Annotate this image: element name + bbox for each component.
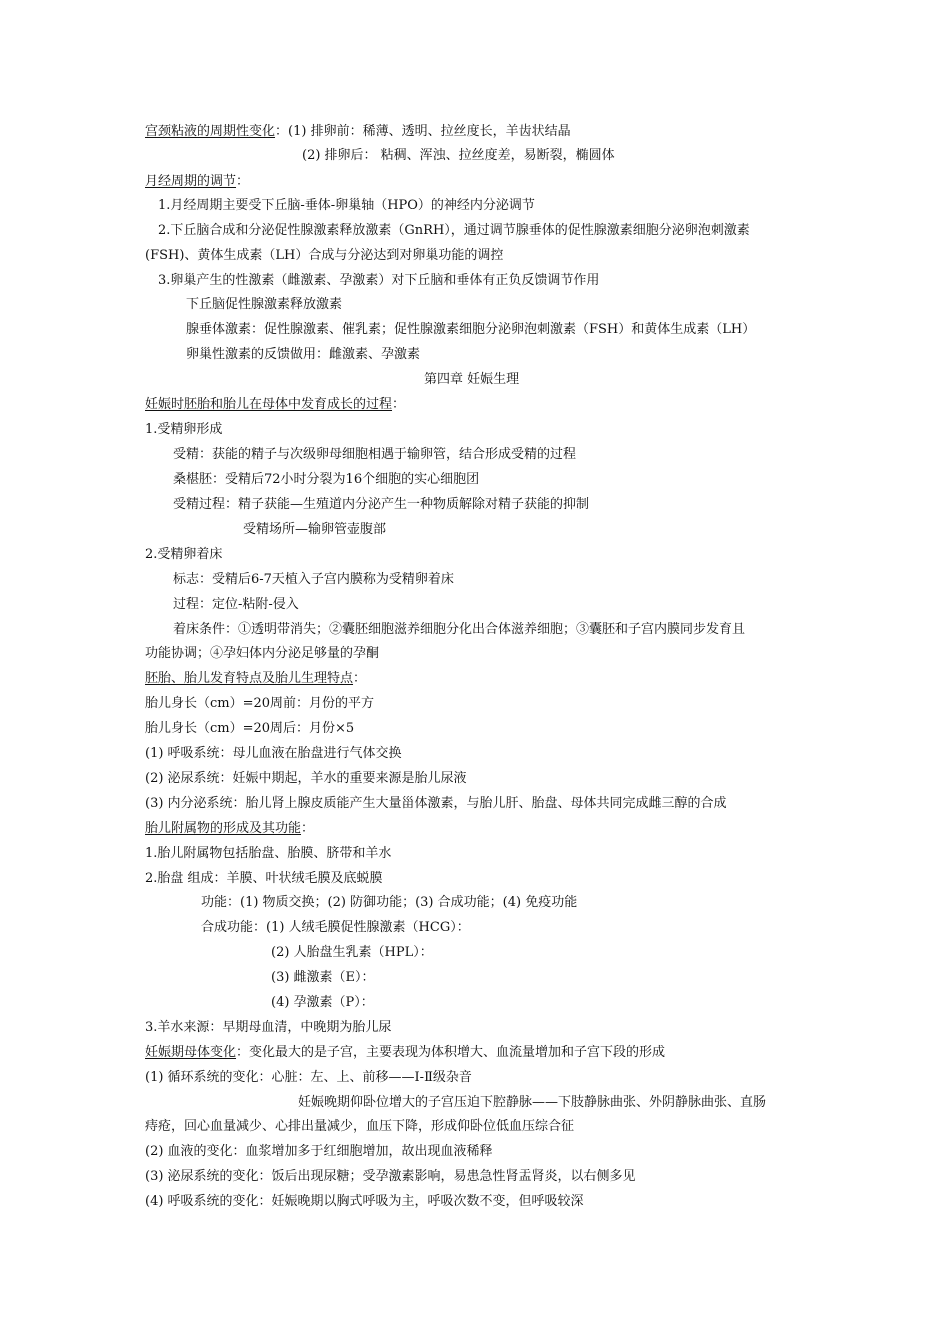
text-line: [271, 970, 375, 986]
text-line: [158, 273, 599, 289]
text-line: [145, 1020, 391, 1036]
section-heading: 妊娠时胚胎和胎儿在母体中发育成长的过程: [145, 397, 393, 412]
text-run: (4) 孕激素（P）：: [271, 995, 374, 1010]
text-run: 3.羊水来源：早期母血清，中晚期为胎儿尿: [145, 1020, 392, 1035]
text-line: [173, 447, 576, 463]
section-heading: 胚胎、胎儿发育特点及胎儿生理特点: [145, 671, 354, 686]
text-line: [145, 796, 727, 812]
text-line: [201, 920, 470, 936]
text-run: 受精过程：精子获能—生殖道内分泌产生一种物质解除对精子获能的抑制: [173, 497, 590, 512]
text-line: [186, 347, 420, 363]
text-line: [173, 597, 299, 613]
section-heading: 宫颈粘液的周期性变化: [145, 124, 276, 139]
text-run: 1.月经周期主要受下丘脑-垂体-卵巢轴（HPO）的神经内分泌调节: [158, 198, 535, 213]
text-line: [145, 1119, 574, 1135]
text-run: 2.受精卵着床: [145, 547, 223, 562]
text-run: (1) 呼吸系统：母儿血液在胎盘进行气体交换: [145, 746, 402, 761]
text-line: [145, 696, 374, 712]
text-line: [271, 945, 433, 961]
text-run: 受精：获能的精子与次级卵母细胞相遇于输卵管，结合形成受精的过程: [173, 447, 577, 462]
text-run: 胎儿身长（cm）=20周前：月份的平方: [145, 696, 375, 711]
section-heading: 胎儿附属物的形成及其功能: [145, 821, 302, 836]
text-run: 受精场所—输卵管壶腹部: [243, 522, 387, 537]
text-run: (2) 血液的变化：血浆增加多于红细胞增加，故出现血液稀释: [145, 1144, 493, 1159]
text-run: (1) 循环系统的变化：心脏：左、上、前移——Ⅰ-Ⅱ级杂音: [145, 1070, 472, 1085]
text-line: [145, 422, 222, 438]
text-run: 桑椹胚：受精后72小时分裂为16个细胞的实心细胞团: [173, 472, 480, 487]
text-line: [186, 322, 755, 338]
text-run: (2) 人胎盘生乳素（HPL）：: [271, 945, 433, 960]
text-run: 功能协调；④孕妇体内分泌足够量的孕酮: [145, 646, 380, 661]
text-run: 腺垂体激素：促性腺激素、催乳素；促性腺激素细胞分泌卵泡刺激素（FSH）和黄体生成素（LH）: [186, 322, 756, 337]
text-run: 下丘脑促性腺激素释放激素: [186, 297, 343, 312]
text-line: [173, 622, 745, 638]
text-line: [145, 1070, 472, 1086]
text-run: 过程：定位-粘附-侵入: [173, 597, 299, 612]
text-line: [145, 646, 379, 662]
text-line: [243, 522, 386, 538]
text-line: [145, 397, 405, 413]
text-run: (2) 排卵后： 粘稠、浑浊、拉丝度差，易断裂，椭圆体: [302, 148, 615, 163]
text-line: [145, 771, 467, 787]
text-line: [298, 1095, 766, 1111]
text-run: ：变化最大的是子宫，主要表现为体积增大、血流量增加和子宫下段的形成: [236, 1045, 666, 1060]
text-run: 第四章 妊娠生理: [424, 372, 520, 387]
text-line: [145, 174, 249, 190]
text-line: [424, 372, 519, 388]
text-line: [145, 721, 354, 737]
text-run: 2.胎盘 组成：羊膜、叶状绒毛膜及底蜕膜: [145, 871, 383, 886]
text-run: (FSH)、黄体生成素（LH）合成与分泌达到对卵巢功能的调控: [145, 248, 504, 263]
text-run: 3.卵巢产生的性激素（雌激素、孕激素）对下丘脑和垂体有正负反馈调节作用: [158, 273, 600, 288]
text-run: ：: [236, 174, 250, 189]
text-line: [145, 846, 391, 862]
text-run: 妊娠晚期仰卧位增大的子宫压迫下腔静脉——下肢静脉曲张、外阴静脉曲张、直肠: [298, 1095, 767, 1110]
text-line: [145, 671, 366, 687]
text-line: [173, 497, 589, 513]
text-run: (3) 泌尿系统的变化：饭后出现尿糖；受孕激素影响，易患急性肾盂肾炎，以右侧多见: [145, 1169, 636, 1184]
text-line: [158, 198, 535, 214]
text-run: 痔疮，回心血量减少、心排出量减少，血压下降，形成仰卧位低血压综合征: [145, 1119, 575, 1134]
text-run: ：(1) 排卵前：稀薄、透明、拉丝度长，羊齿状结晶: [275, 124, 571, 139]
text-run: 1.胎儿附属物包括胎盘、胎膜、脐带和羊水: [145, 846, 392, 861]
text-run: 1.受精卵形成: [145, 422, 223, 437]
text-line: [302, 148, 615, 164]
text-run: 卵巢性激素的反馈做用：雌激素、孕激素: [186, 347, 421, 362]
text-line: [145, 1194, 584, 1210]
text-line: [145, 746, 402, 762]
text-run: 合成功能：(1) 人绒毛膜促性腺激素（HCG）：: [201, 920, 470, 935]
text-line: [173, 472, 479, 488]
text-line: [145, 547, 222, 563]
text-line: [186, 297, 342, 313]
text-run: 2.下丘脑合成和分泌促性腺激素释放激素（GnRH），通过调节腺垂体的促性腺激素细胞分泌卵泡刺激素: [158, 223, 750, 238]
text-run: 胎儿身长（cm）=20周后：月份×5: [145, 721, 355, 736]
text-line: [271, 995, 374, 1011]
text-line: [173, 572, 454, 588]
text-run: ：: [301, 821, 315, 836]
section-heading: 月经周期的调节: [145, 174, 237, 189]
text-run: ：: [353, 671, 367, 686]
text-line: [145, 1144, 493, 1160]
text-line: [145, 1169, 636, 1185]
text-run: 功能：(1) 物质交换；(2) 防御功能；(3) 合成功能；(4) 免疫功能: [201, 895, 578, 910]
text-run: (3) 雌激素（E）：: [271, 970, 375, 985]
text-line: [201, 895, 577, 911]
text-line: [145, 871, 383, 887]
text-run: (4) 呼吸系统的变化：妊娠晚期以胸式呼吸为主，呼吸次数不变，但呼吸较深: [145, 1194, 584, 1209]
text-line: [145, 1045, 665, 1061]
text-line: [158, 223, 750, 239]
text-run: 着床条件：①透明带消失；②囊胚细胞滋养细胞分化出合体滋养细胞；③囊胚和子宫内膜同步发育且: [173, 622, 746, 637]
text-line: [145, 124, 571, 140]
section-heading: 妊娠期母体变化: [145, 1045, 237, 1060]
text-run: (3) 内分泌系统：胎儿肾上腺皮质能产生大量甾体激素，与胎儿肝、胎盘、母体共同完成雌三醇的合成: [145, 796, 727, 811]
text-run: ：: [392, 397, 406, 412]
text-line: [145, 821, 314, 837]
text-run: 标志：受精后6-7天植入子宫内膜称为受精卵着床: [173, 572, 454, 587]
text-line: [145, 248, 503, 264]
text-run: (2) 泌尿系统：妊娠中期起，羊水的重要来源是胎儿尿液: [145, 771, 467, 786]
